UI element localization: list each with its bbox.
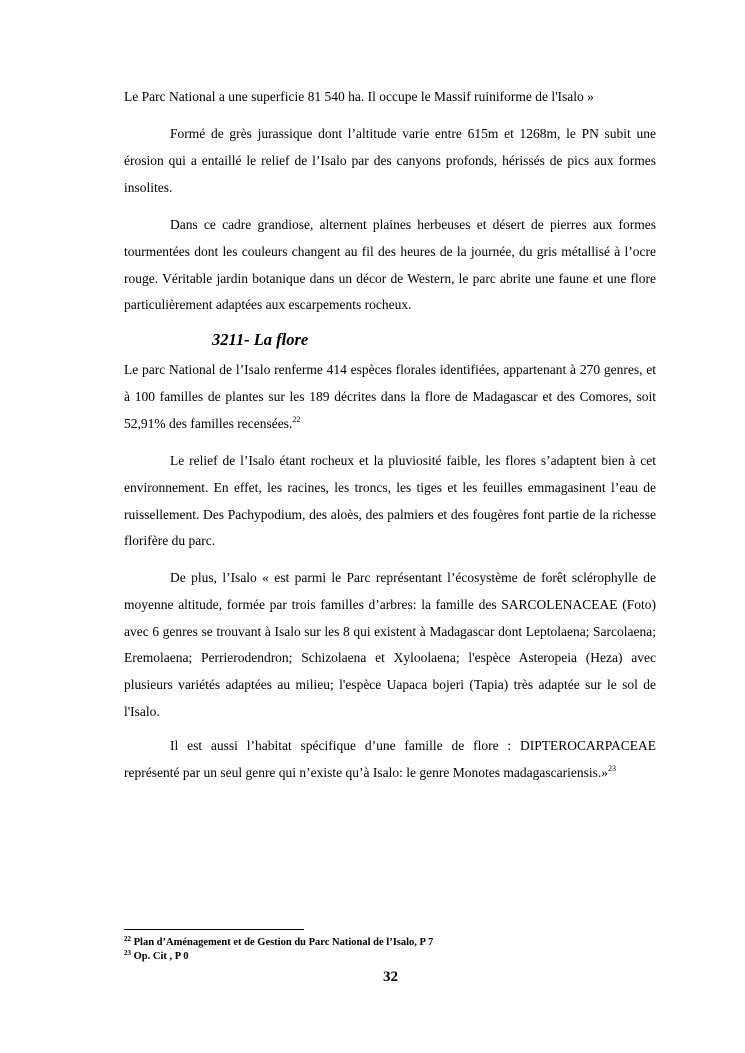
footnote-22 [124, 936, 433, 949]
footnote-mark: 23 [124, 949, 131, 957]
footnote-23 [124, 950, 188, 963]
paragraph-dipterocarpaceae [124, 733, 656, 787]
paragraph-paysage: Dans ce cadre grandiose, alternent plaines herbeuses et désert de pierres aux formes tourmentées dont les couleurs changent au fil des heures de la journée, du gris métallisé à l’ocre rouge. Véritable jardin botanique dans un décor de Western, le parc abrite une faune et une flore particulièrement adaptées aux escarpements rocheux. [124, 217, 656, 313]
paragraph-geologie: Formé de grès jurassique dont l’altitude varie entre 615m et 1268m, le PN subit une érosion qui a entaillé le relief de l’Isalo par des canyons profonds, hérissés de pics aux formes insolites. [124, 126, 656, 195]
paragraph-adaptation: Le relief de l’Isalo étant rocheux et la pluviosité faible, les flores s’adaptent bien à cet environnement. En effet, les racines, les troncs, les tiges et les feuilles emmagasinent l’eau de ruissellement. Des Pachypodium, des aloès, des palmiers et des fougères font partie de la richesse florifère du parc. [124, 453, 656, 549]
paragraph-foret-sclerophylle: De plus, l’Isalo « est parmi le Parc représentant l’écosystème de forêt sclérophylle de moyenne altitude, formée par trois familles d’arbres: la famille des SARCOLENACEAE (Foto) avec 6 genres se trouvant à Isalo sur les 8 qui existent à Madagascar dont Leptolaena; Sarcolaena; Eremolaena; Perrierodendron; Schizolaena et Xyloolaena; l'espèce Asteropeia (Heza) avec plusieurs variétés adaptées au milieu; l'espèce Uapaca bojeri (Tapia) très adaptée sur le sol de l'Isalo. [124, 570, 656, 719]
paragraph-text: Le parc National de l’Isalo renferme 414 espèces florales identifiées, appartenant à 270 genres, et à 100 familles de plantes sur les 189 décrites dans la flore de Madagascar et des Comores, soit 52,91% des familles recensées. [124, 362, 656, 431]
section-title: 1- La flore [235, 330, 309, 349]
section-heading-la-flore [212, 330, 308, 350]
paragraph-text: Il est aussi l’habitat spécifique d’une famille de flore : DIPTEROCARPACEAE représenté par un seul genre qui n’existe qu’à Isalo: le genre Monotes madagascariensis.» [124, 738, 656, 780]
footnote-ref-22: 22 [292, 414, 301, 424]
footnote-text: Op. Cit , P 0 [131, 951, 189, 962]
section-number: 321 [212, 330, 236, 349]
footnote-text: Plan d’Aménagement et de Gestion du Parc National de l’Isalo, P 7 [131, 937, 434, 948]
page-number: 32 [383, 969, 398, 985]
paragraph-superficie: Le Parc National a une superficie 81 540 ha. Il occupe le Massif ruiniforme de l'Isalo » [124, 89, 594, 104]
footnote-separator [124, 929, 304, 930]
footnote-ref-23: 23 [607, 763, 616, 773]
footnote-mark: 22 [124, 935, 131, 943]
paragraph-especes-florales [124, 357, 656, 437]
